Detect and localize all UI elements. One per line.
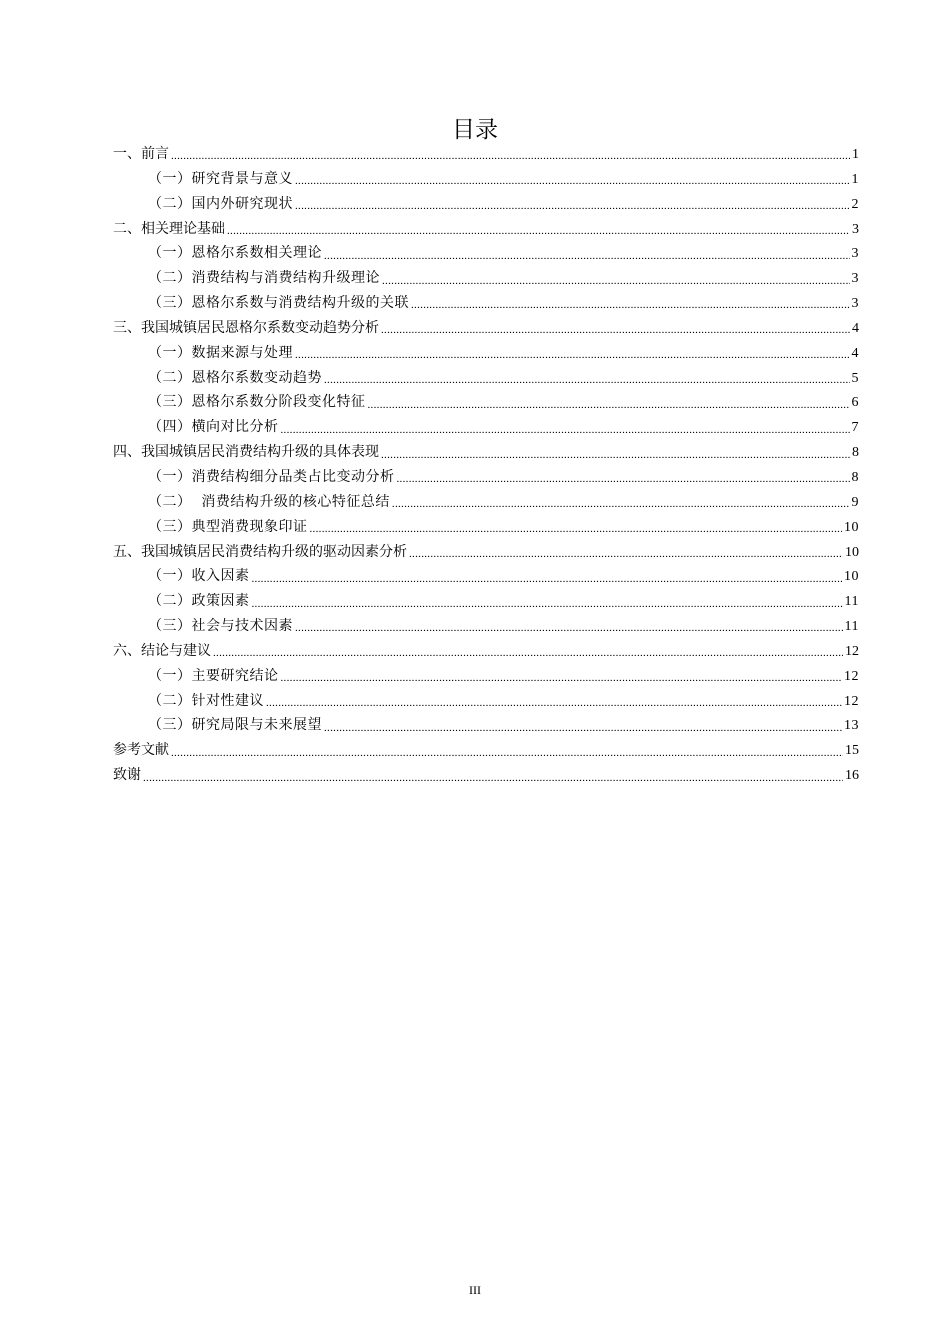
toc-entry-page-number: 16: [845, 768, 859, 784]
toc-dot-leader: [324, 369, 850, 387]
toc-dot-leader: [324, 245, 850, 263]
table-of-contents: [113, 142, 859, 788]
toc-dot-leader: [171, 742, 843, 760]
toc-dot-leader: [295, 170, 850, 188]
toc-entry-title: 一、前言: [113, 146, 169, 162]
toc-entry-page-number: 7: [851, 420, 859, 436]
toc-entry-title: （二）针对性建议: [148, 692, 264, 709]
toc-dot-leader: [252, 593, 843, 611]
toc-section-entry[interactable]: [113, 291, 859, 316]
toc-entry-page-number: 10: [844, 519, 859, 535]
toc-entry-title: 三、我国城镇居民恩格尔系数变动趋势分析: [113, 319, 379, 336]
toc-section-entry[interactable]: [113, 167, 859, 192]
toc-dot-leader: [171, 145, 850, 163]
toc-dot-leader: [227, 220, 850, 238]
toc-section-entry[interactable]: [113, 341, 859, 366]
toc-entry-title: （二）恩格尔系数变动趋势: [148, 369, 322, 386]
toc-entry-page-number: 10: [845, 544, 859, 560]
toc-dot-leader: [411, 294, 850, 312]
toc-section-entry[interactable]: [113, 366, 859, 391]
toc-dot-leader: [266, 692, 842, 710]
toc-entry-page-number: 11: [844, 619, 859, 635]
toc-entry-page-number: 3: [851, 271, 859, 287]
toc-entry-page-number: 15: [845, 743, 859, 759]
toc-entry-title: （二）消费结构与消费结构升级理论: [148, 270, 380, 287]
toc-section-entry[interactable]: [113, 713, 859, 738]
toc-entry-page-number: 10: [844, 569, 859, 585]
toc-entry-page-number: 8: [851, 469, 859, 485]
toc-entry-title: 致谢: [113, 767, 141, 784]
toc-dot-leader: [295, 617, 843, 635]
toc-entry-title: （三）研究局限与未来展望: [148, 717, 322, 734]
toc-dot-leader: [143, 767, 843, 785]
toc-entry-title: （一）恩格尔系数相关理论: [148, 245, 322, 262]
toc-chapter-entry[interactable]: [113, 738, 859, 763]
toc-dot-leader: [409, 543, 843, 561]
toc-section-entry[interactable]: [113, 390, 859, 415]
toc-entry-page-number: 12: [844, 668, 859, 684]
toc-entry-title: （一）数据来源与处理: [148, 344, 293, 361]
page-title: 目录: [452, 117, 498, 144]
toc-entry-page-number: 11: [844, 594, 859, 610]
toc-entry-title: 二、相关理论基础: [113, 220, 225, 237]
toc-section-entry[interactable]: [113, 564, 859, 589]
toc-entry-page-number: 12: [845, 643, 859, 659]
toc-section-entry[interactable]: [113, 614, 859, 639]
toc-entry-page-number: 6: [851, 395, 859, 411]
toc-dot-leader: [392, 493, 850, 511]
toc-entry-page-number: 2: [851, 196, 859, 212]
toc-dot-leader: [281, 667, 843, 685]
toc-dot-leader: [381, 319, 850, 337]
toc-chapter-entry[interactable]: [113, 540, 859, 565]
toc-section-entry[interactable]: [113, 515, 859, 540]
toc-chapter-entry[interactable]: [113, 217, 859, 242]
toc-entry-title: 四、我国城镇居民消费结构升级的具体表现: [113, 444, 379, 461]
toc-dot-leader: [397, 468, 850, 486]
toc-entry-title: （一）消费结构细分品类占比变动分析: [148, 468, 395, 485]
toc-entry-title: （三）恩格尔系数分阶段变化特征: [148, 394, 366, 411]
toc-dot-leader: [310, 518, 843, 536]
toc-entry-page-number: 8: [852, 445, 859, 461]
toc-section-entry[interactable]: [113, 415, 859, 440]
toc-entry-page-number: 3: [851, 246, 859, 262]
toc-section-entry[interactable]: [113, 192, 859, 217]
toc-dot-leader: [381, 444, 850, 462]
toc-section-entry[interactable]: [113, 241, 859, 266]
toc-dot-leader: [368, 394, 850, 412]
toc-entry-page-number: 1: [852, 147, 859, 162]
toc-entry-page-number: 3: [851, 296, 859, 312]
toc-chapter-entry[interactable]: [113, 440, 859, 465]
toc-section-entry[interactable]: [113, 589, 859, 614]
toc-chapter-entry[interactable]: [113, 639, 859, 664]
toc-entry-page-number: 9: [851, 494, 859, 510]
toc-dot-leader: [213, 642, 843, 660]
toc-dot-leader: [252, 568, 843, 586]
toc-entry-title: （一）研究背景与意义: [148, 170, 293, 187]
toc-entry-title: （一）主要研究结论: [148, 667, 279, 684]
toc-entry-page-number: 4: [852, 320, 859, 336]
toc-section-entry[interactable]: [113, 664, 859, 689]
toc-entry-title: （三）典型消费现象印证: [148, 518, 308, 535]
toc-entry-title: （二）国内外研究现状: [148, 195, 293, 212]
toc-dot-leader: [324, 717, 842, 735]
toc-entry-title: 参考文献: [113, 742, 169, 759]
toc-entry-page-number: 5: [851, 370, 859, 386]
toc-dot-leader: [281, 419, 850, 437]
page-number: III: [469, 1283, 481, 1297]
toc-entry-title: （四）横向对比分析: [148, 419, 279, 436]
toc-chapter-entry[interactable]: [113, 142, 859, 167]
toc-entry-page-number: 3: [852, 221, 859, 237]
toc-entry-title: （三）社会与技术因素: [148, 618, 293, 635]
toc-entry-page-number: 13: [844, 718, 859, 734]
toc-entry-title: （一）收入因素: [148, 568, 250, 585]
toc-dot-leader: [382, 270, 850, 288]
toc-dot-leader: [295, 195, 850, 213]
toc-entry-page-number: 12: [844, 693, 859, 709]
toc-entry-title: 五、我国城镇居民消费结构升级的驱动因素分析: [113, 543, 407, 560]
toc-section-entry[interactable]: [113, 266, 859, 291]
toc-section-entry[interactable]: [113, 465, 859, 490]
toc-section-entry[interactable]: [113, 490, 859, 515]
toc-entry-title: 六、结论与建议: [113, 642, 211, 659]
toc-entry-page-number: 4: [851, 345, 859, 361]
toc-dot-leader: [295, 344, 850, 362]
toc-chapter-entry[interactable]: [113, 763, 859, 788]
toc-entry-page-number: 1: [851, 171, 859, 187]
toc-entry-title: （二） 消费结构升级的核心特征总结: [148, 493, 390, 510]
toc-entry-title: （三）恩格尔系数与消费结构升级的关联: [148, 295, 409, 312]
toc-chapter-entry[interactable]: [113, 316, 859, 341]
toc-entry-title: （二）政策因素: [148, 593, 250, 610]
toc-section-entry[interactable]: [113, 689, 859, 714]
